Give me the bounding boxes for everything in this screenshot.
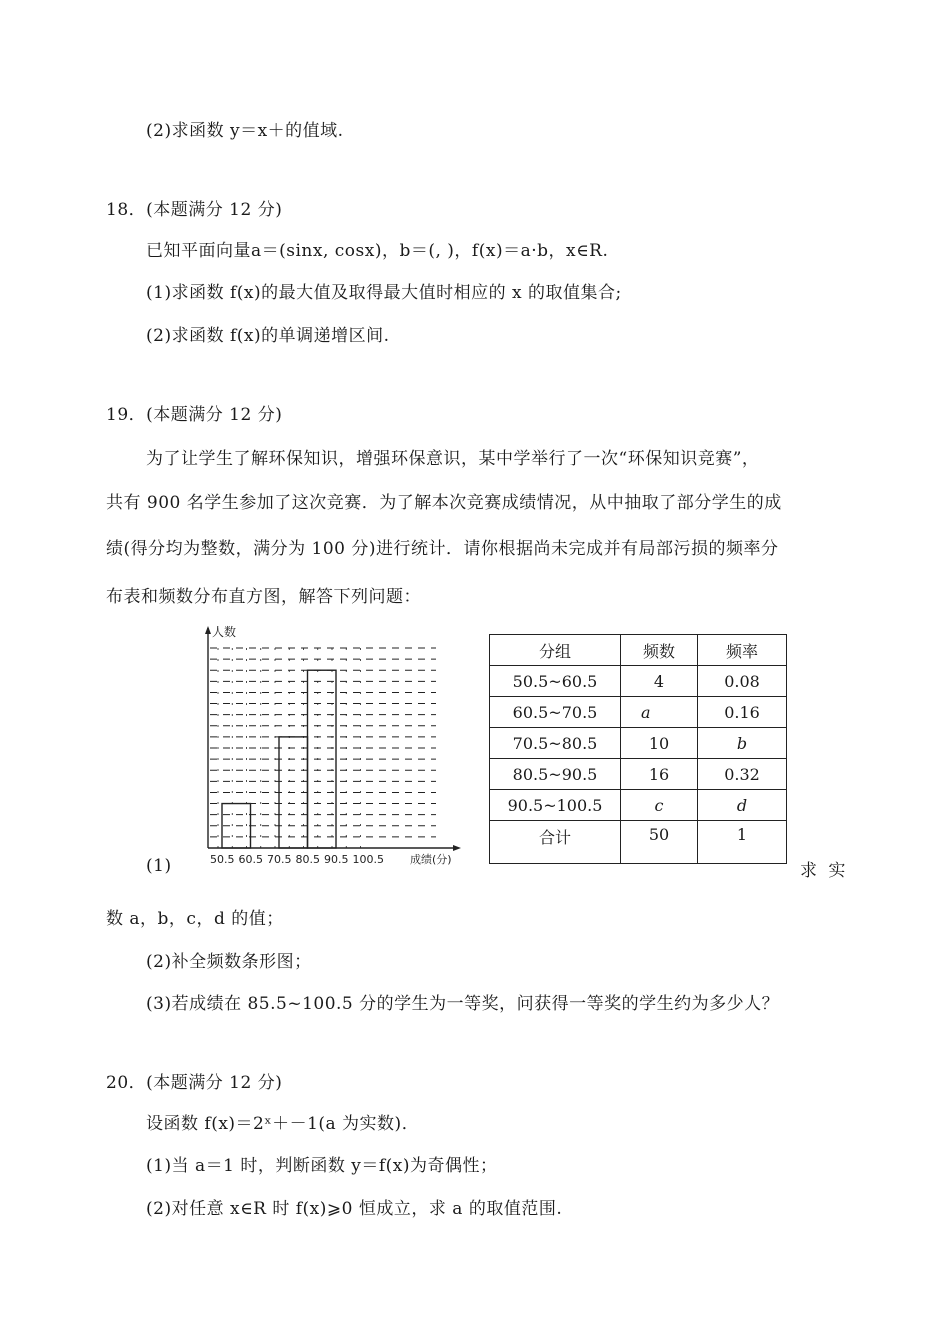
cell-count: 10 xyxy=(621,728,698,759)
q20-heading: 20．(本题满分 12 分) xyxy=(106,1073,283,1093)
x-axis-arrow-icon xyxy=(453,845,461,851)
q20-part1: (1)当 a＝1 时，判断函数 y＝f(x)为奇偶性； xyxy=(146,1156,498,1176)
histogram-grid xyxy=(210,648,436,848)
table-row xyxy=(490,759,787,790)
q19-heading: 19．(本题满分 12 分) xyxy=(106,405,283,425)
x-tick-label: 80.5 xyxy=(295,853,320,866)
x-tick-labels xyxy=(210,853,384,866)
q19-stem-line-1: 为了让学生了解环保知识，增强环保意识，某中学举行了一次“环保知识竞赛”， xyxy=(146,449,760,469)
frequency-table xyxy=(489,634,787,864)
cell-rate: 0.08 xyxy=(698,666,787,697)
q19-stem-line-4: 布表和频数分布直方图，解答下列问题： xyxy=(106,587,421,607)
cell-count: 4 xyxy=(621,666,698,697)
q18-heading: 18．(本题满分 12 分) xyxy=(106,200,283,220)
cell-group: 60.5~70.5 xyxy=(490,697,621,728)
x-tick-label: 90.5 xyxy=(324,853,349,866)
y-axis-arrow-icon xyxy=(205,626,211,634)
q19-part1-prefix: (1) xyxy=(146,856,172,876)
q18-part1: (1)求函数 f(x)的最大值及取得最大值时相应的 x 的取值集合; xyxy=(146,283,622,303)
cell-rate: 1 xyxy=(698,821,787,864)
header-count: 频数 xyxy=(621,635,698,666)
cell-rate: 0.32 xyxy=(698,759,787,790)
x-tick-label: 50.5 xyxy=(210,853,235,866)
frequency-histogram xyxy=(196,622,466,870)
cell-rate: 0.16 xyxy=(698,697,787,728)
x-tick-label: 60.5 xyxy=(238,853,263,866)
x-tick-label: 70.5 xyxy=(267,853,292,866)
table-row xyxy=(490,790,787,821)
cell-group: 合计 xyxy=(490,821,621,864)
q18-stem: 已知平面向量a＝(sinx, cosx)，b＝(, )，f(x)＝a·b，x∈R. xyxy=(146,241,609,261)
q19-stem-line-2: 共有 900 名学生参加了这次竞赛．为了解本次竞赛成绩情况，从中抽取了部分学生的成 xyxy=(106,493,782,513)
q19-part1-continued: 数 a，b，c，d 的值； xyxy=(106,909,284,929)
cell-rate: d xyxy=(698,790,787,821)
x-tick-label: 100.5 xyxy=(352,853,384,866)
cell-group: 50.5~60.5 xyxy=(490,666,621,697)
q19-stem-line-3: 绩(得分均为整数，满分为 100 分)进行统计．请你根据尚未完成并有局部污损的频率分 xyxy=(106,539,779,559)
y-axis-label: 人数 xyxy=(212,625,237,639)
cell-rate: b xyxy=(698,728,787,759)
header-group: 分组 xyxy=(490,635,621,666)
table-row xyxy=(490,666,787,697)
cell-count: 16 xyxy=(621,759,698,790)
q19-part3: (3)若成绩在 85.5~100.5 分的学生为一等奖，问获得一等奖的学生约为多少人？ xyxy=(146,994,780,1014)
header-rate: 频率 xyxy=(698,635,787,666)
q17-part2: (2)求函数 y＝x＋的值域. xyxy=(146,121,344,141)
q18-part2: (2)求函数 f(x)的单调递增区间. xyxy=(146,326,390,346)
cell-group: 90.5~100.5 xyxy=(490,790,621,821)
cell-count: a xyxy=(621,697,698,728)
q19-part1-suffix: 求 实 xyxy=(800,861,849,881)
q20-part2: (2)对任意 x∈R 时 f(x)⩾0 恒成立，求 a 的取值范围. xyxy=(146,1199,563,1219)
cell-group: 70.5~80.5 xyxy=(490,728,621,759)
table-total-row xyxy=(490,821,787,864)
q19-part2: (2)补全频数条形图； xyxy=(146,952,312,972)
x-axis-label: 成绩(分) xyxy=(410,853,452,866)
table-row xyxy=(490,728,787,759)
cell-count: 50 xyxy=(621,821,698,864)
cell-group: 80.5~90.5 xyxy=(490,759,621,790)
q20-stem: 设函数 f(x)＝2ˣ＋－1(a 为实数)． xyxy=(146,1114,420,1134)
cell-count: c xyxy=(621,790,698,821)
table-header-row xyxy=(490,635,787,666)
table-row xyxy=(490,697,787,728)
